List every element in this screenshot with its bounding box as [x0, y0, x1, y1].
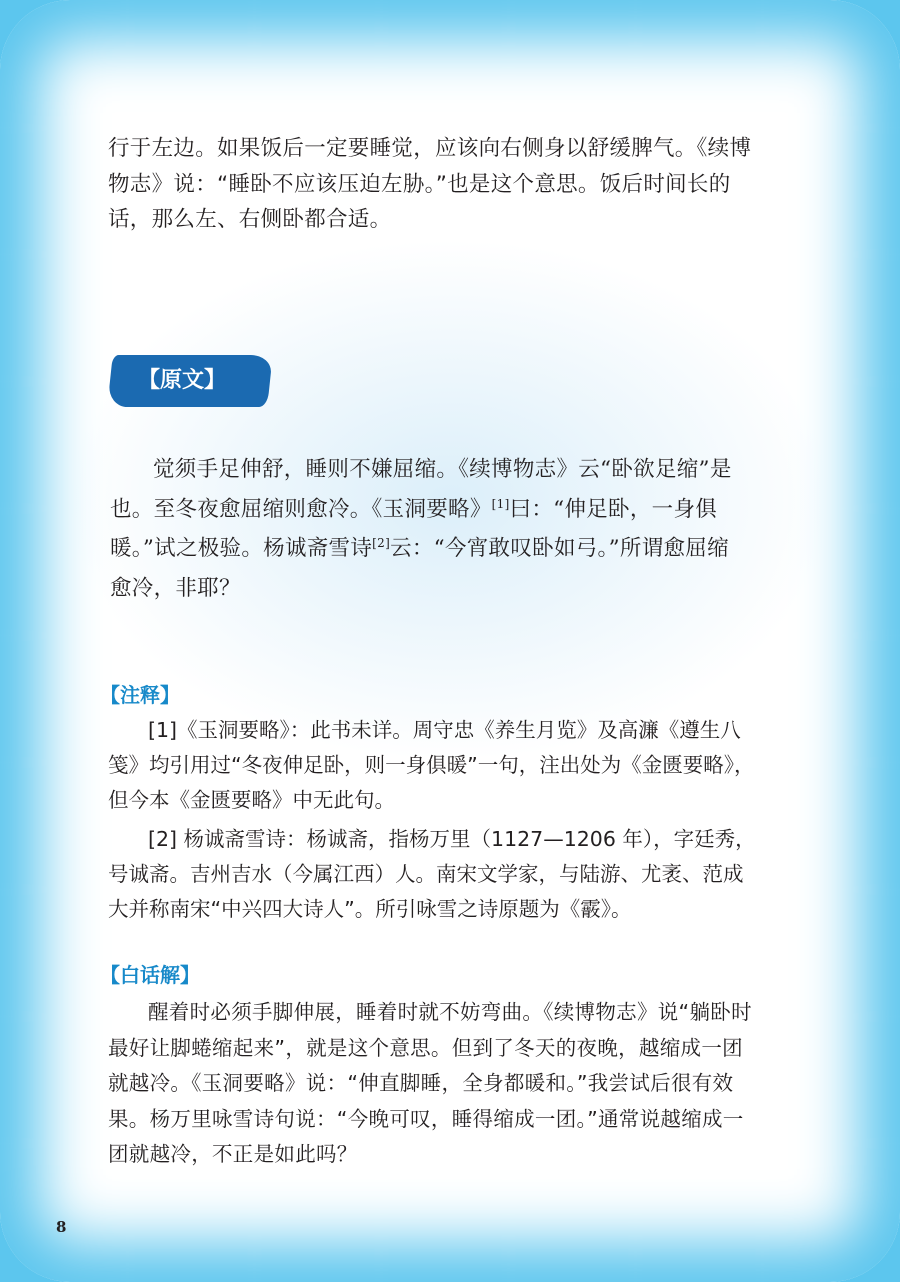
original-text-heading: 【原文】	[138, 368, 227, 393]
original-text-part: 云：“今宵敢叹卧如弓。”所谓愈屈缩愈冷，非耶？	[110, 536, 729, 601]
footnote-ref-2[interactable]: [2]	[372, 535, 391, 550]
notes-heading: 【注释】	[100, 683, 180, 707]
note-item-2: [2] 杨诚斋雪诗：杨诚斋，指杨万里（1127—1206 年），字廷秀，号诚斋。吉州吉水（今属江西）人。南宋文学家，与陆游、尤袤、范成大并称南宋“中兴四大诗人”。所引咏雪之诗原题为《霰》。	[108, 827, 756, 921]
original-text-part: 觉须手足伸舒，睡则不嫌屈缩。《续博物志》云“卧欲足缩”是也。至冬夜愈屈缩则愈冷。《玉洞要略》	[110, 457, 732, 522]
translation-paragraph: 醒着时必须手脚伸展，睡着时就不妨弯曲。《续博物志》说“躺卧时最好让脚蜷缩起来”，就是这个意思。但到了冬天的夜晚，越缩成一团就越冷。《玉洞要略》说：“伸直脚睡，全身都暖和。”我尝试后很有效果。杨万里咏雪诗句说：“今晚可叹，睡得缩成一团。”通常说越缩成一团就越冷，不正是如此吗？	[108, 1000, 752, 1166]
original-text-part: 曰：“伸足卧，一身俱暖。”试之极验。杨诚斋雪诗	[110, 496, 718, 561]
intro-paragraph: 行于左边。如果饭后一定要睡觉，应该向右侧身以舒缓脾气。《续博物志》说：“睡卧不应该压迫左胁。”也是这个意思。饭后时间长的话，那么左、右侧卧都合适。	[108, 136, 752, 232]
original-text-paragraph	[110, 450, 750, 608]
decorative-seal-icon	[762, 652, 798, 674]
note-item-1: [1]《玉洞要略》：此书未详。周守忠《养生月览》及高濂《遵生八笺》均引用过“冬夜伸足卧，则一身俱暖”一句，注出处为《金匮要略》，但今本《金匮要略》中无此句。	[108, 718, 755, 812]
page-number: 8	[56, 1218, 67, 1236]
translation-heading: 【白话解】	[100, 963, 200, 987]
footnote-ref-1[interactable]: [1]	[491, 496, 510, 511]
